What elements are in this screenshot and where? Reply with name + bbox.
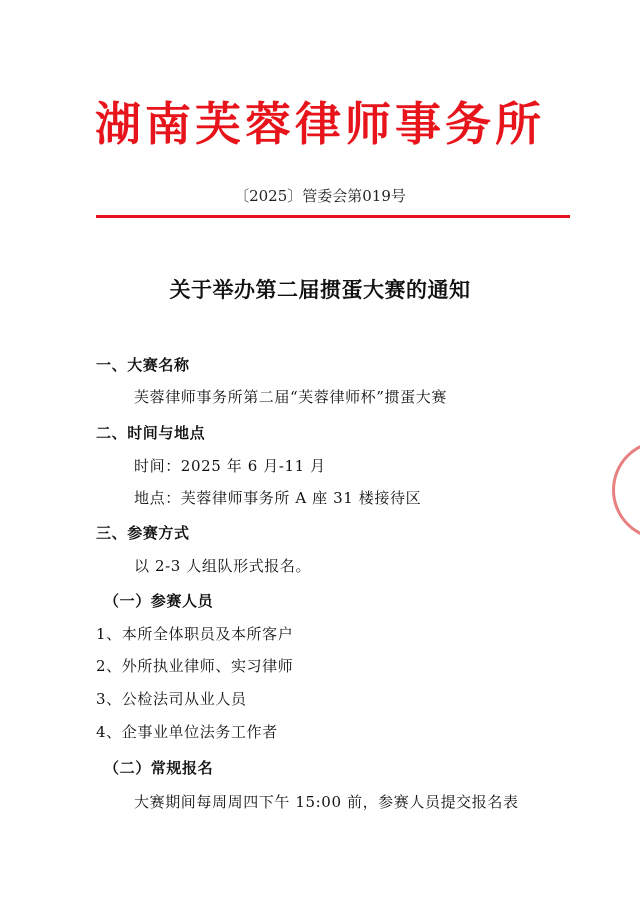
section-3-text: 以 2-3 人组队形式报名。 (134, 557, 312, 575)
section-3-heading: 三、参赛方式 (96, 524, 190, 542)
section-1-heading: 一、大赛名称 (96, 356, 190, 374)
list-item-3: 3、公检法司从业人员 (96, 690, 247, 708)
list-item-1: 1、本所全体职员及本所客户 (96, 625, 294, 643)
document-number: 〔2025〕管委会第019号 (234, 187, 406, 205)
section-2-place: 地点：芙蓉律师事务所 A 座 31 楼接待区 (134, 489, 422, 507)
org-title: 湖南芙蓉律师事务所 (95, 97, 545, 151)
section-2-time: 时间：2025 年 6 月-11 月 (134, 457, 326, 475)
list-item-4: 4、企事业单位法务工作者 (96, 723, 278, 741)
red-divider (96, 215, 570, 218)
list-item-2: 2、外所执业律师、实习律师 (96, 657, 294, 675)
notice-title: 关于举办第二届掼蛋大赛的通知 (169, 277, 471, 302)
subsection-2-heading: （二）常规报名 (104, 759, 214, 777)
subsection-1-heading: （一）参赛人员 (104, 592, 214, 610)
section-1-text: 芙蓉律师事务所第二届“芙蓉律师杯”掼蛋大赛 (134, 388, 447, 406)
section-2-heading: 二、时间与地点 (96, 424, 206, 442)
subsection-2-text: 大赛期间每周周四下午 15:00 前，参赛人员提交报名表 (134, 793, 519, 811)
